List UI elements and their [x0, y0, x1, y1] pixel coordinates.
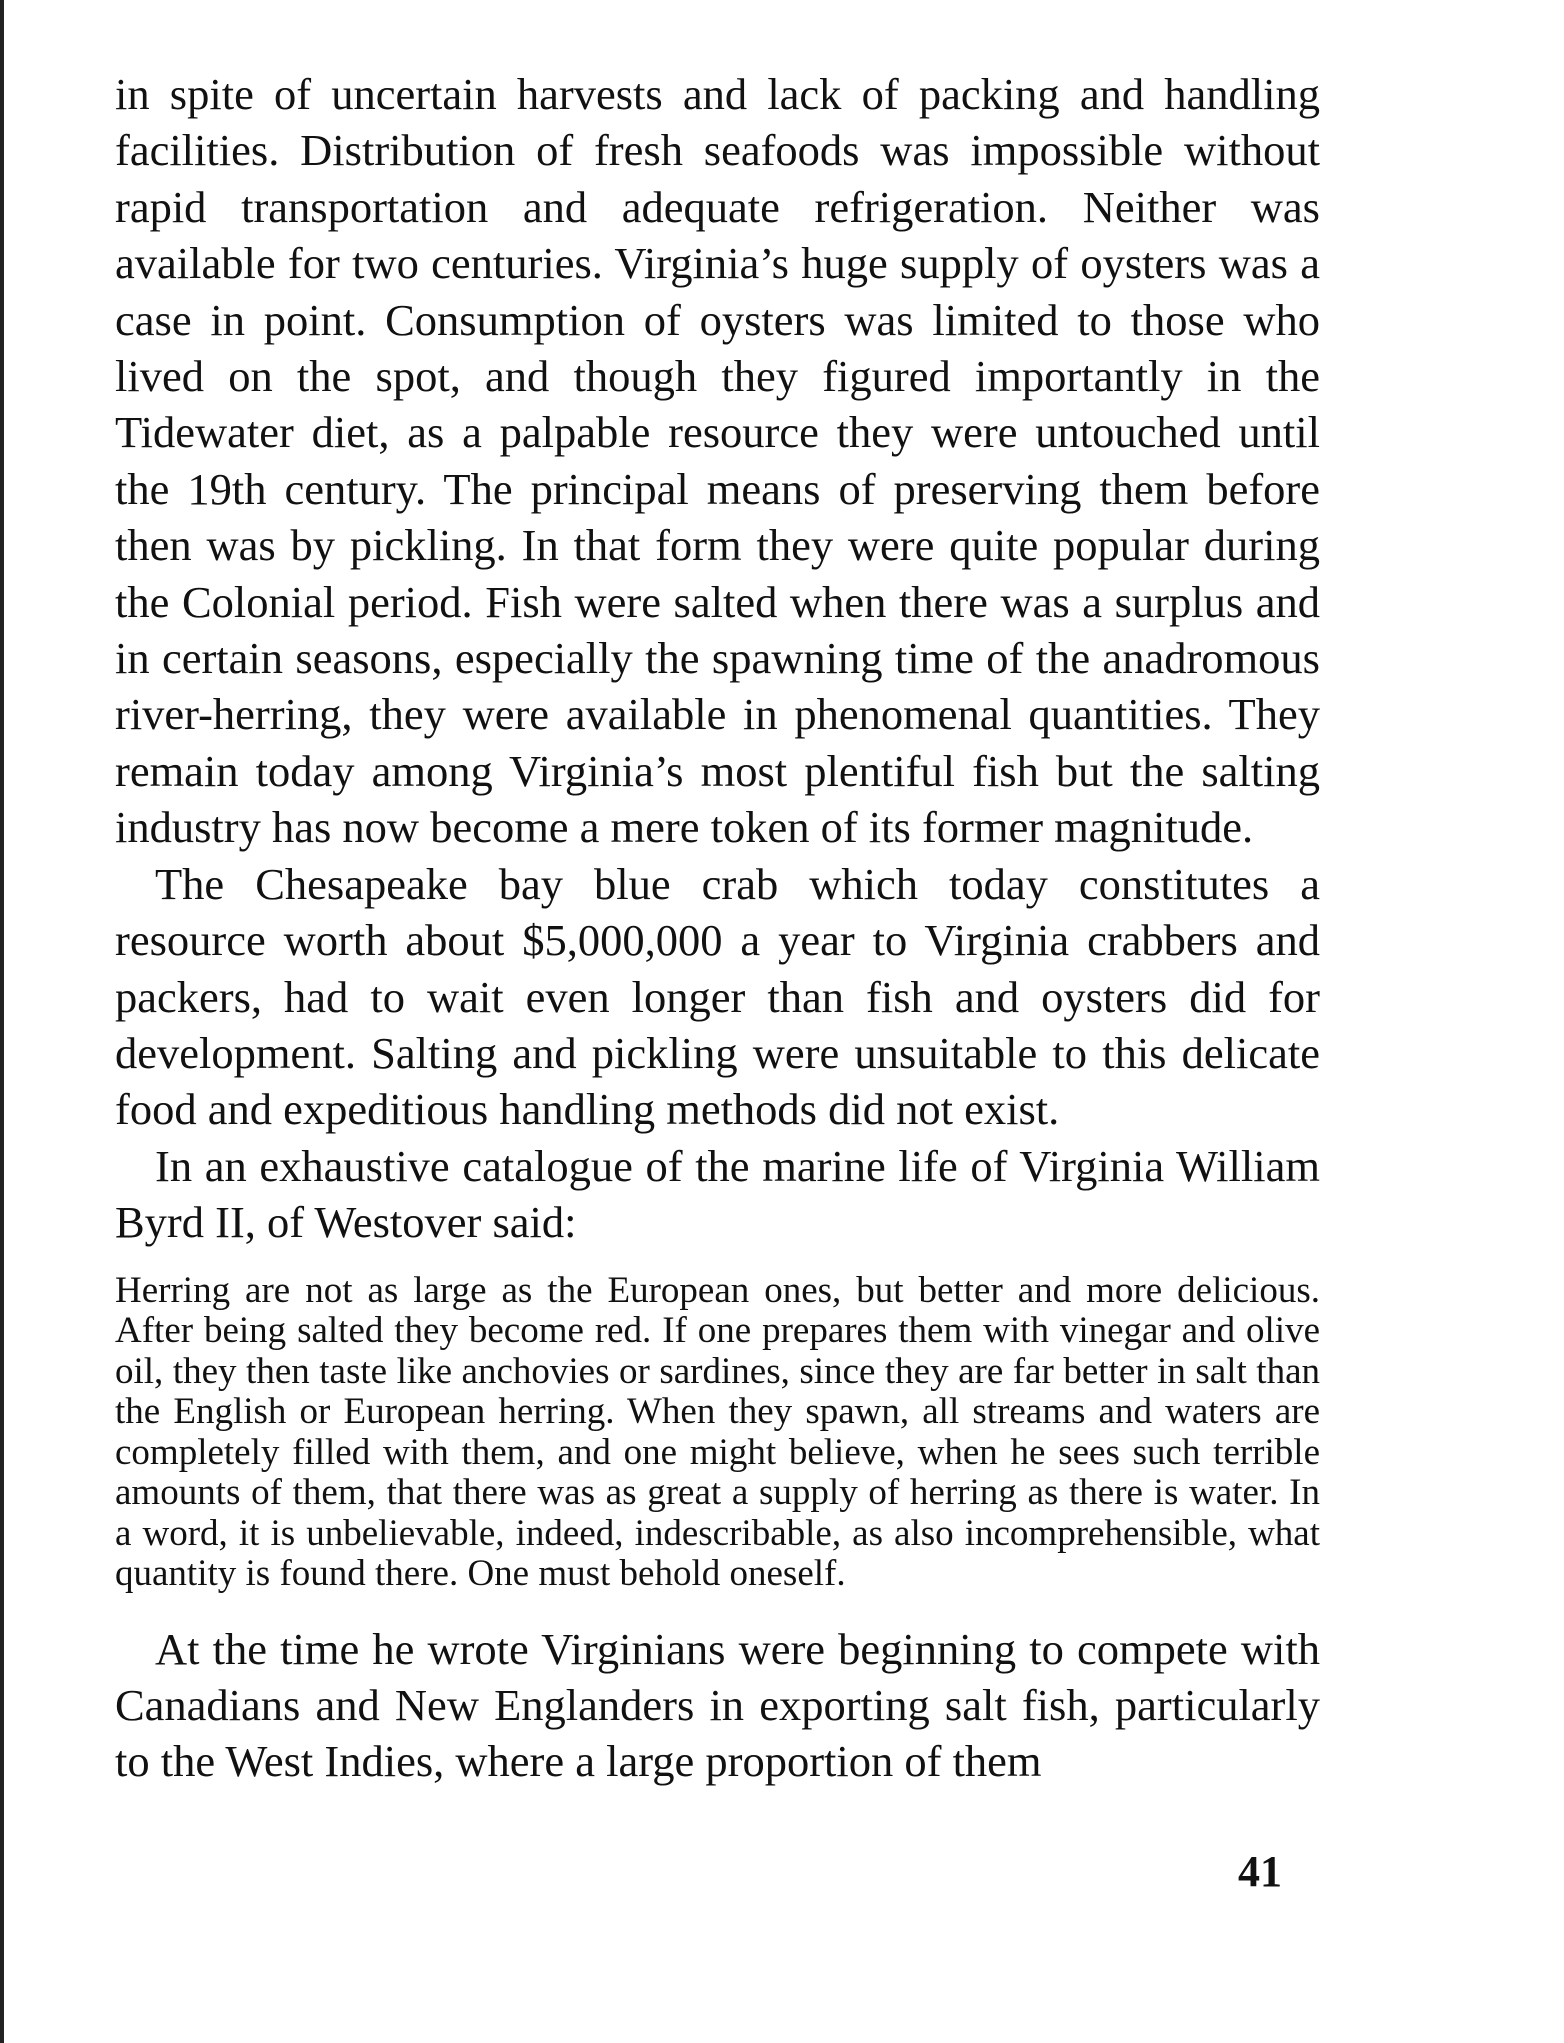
paragraph-salt-fish-export: At the time he wrote Virginians were beginning to compete with Canadians and New Englanders in exporting salt fish, particularly to the West Indies, where a large proportion of them [115, 1623, 1320, 1787]
page-number: 41 [1238, 1847, 1282, 1896]
paragraph-blue-crab: The Chesapeake bay blue crab which today constitutes a resource worth about $5,000,000 a year to Virginia crabbers and packers, had to wait even longer than fish and oysters did for development. Salting and pickling were unsuitable to this delicate food and expeditious handling methods did not exist. [115, 858, 1320, 1135]
paragraph-byrd-intro: In an exhaustive catalogue of the marine life of Virginia William Byrd II, of Westover said: [115, 1140, 1320, 1248]
paragraph-oysters-and-fish: in spite of uncertain harvests and lack of packing and handling facilities. Distribution of fresh seafoods was impossible without rapid transportation and adequate refrigeration. Neither was available for two centuries. Virginia’s huge supply of oysters was a case in point. Consumption of oysters was limited to those who lived on the spot, and though they figured importantly in the Tidewater diet, as a palpable resource they were untouched until the 19th century. The principal means of preserving them before then was by pickling. In that form they were quite popular during the Colonial period. Fish were salted when there was a surplus and in certain seasons, especially the spawning time of the anadromous river-herring, they were available in phenomenal quantities. They remain today among Virginia’s most plentiful fish but the salting industry has now become a mere token of its former magnitude. [115, 69, 1320, 853]
page-edge-rule [0, 0, 4, 2043]
body-text [115, 66, 1320, 1790]
block-quote-herring: Herring are not as large as the European ones, but better and more delicious. After being salted they become red. If one prepares them with vinegar and olive oil, they then taste like anchovies or sardines, since they are far better in salt than the English or European herring. When they spawn, all streams and waters are completely filled with them, and one might believe, when he sees such terrible amounts of them, that there was as great a supply of herring as there is water. In a word, it is unbelievable, indeed, indescribable, as also incomprehensible, what quantity is found there. One must behold oneself. [115, 1269, 1320, 1595]
